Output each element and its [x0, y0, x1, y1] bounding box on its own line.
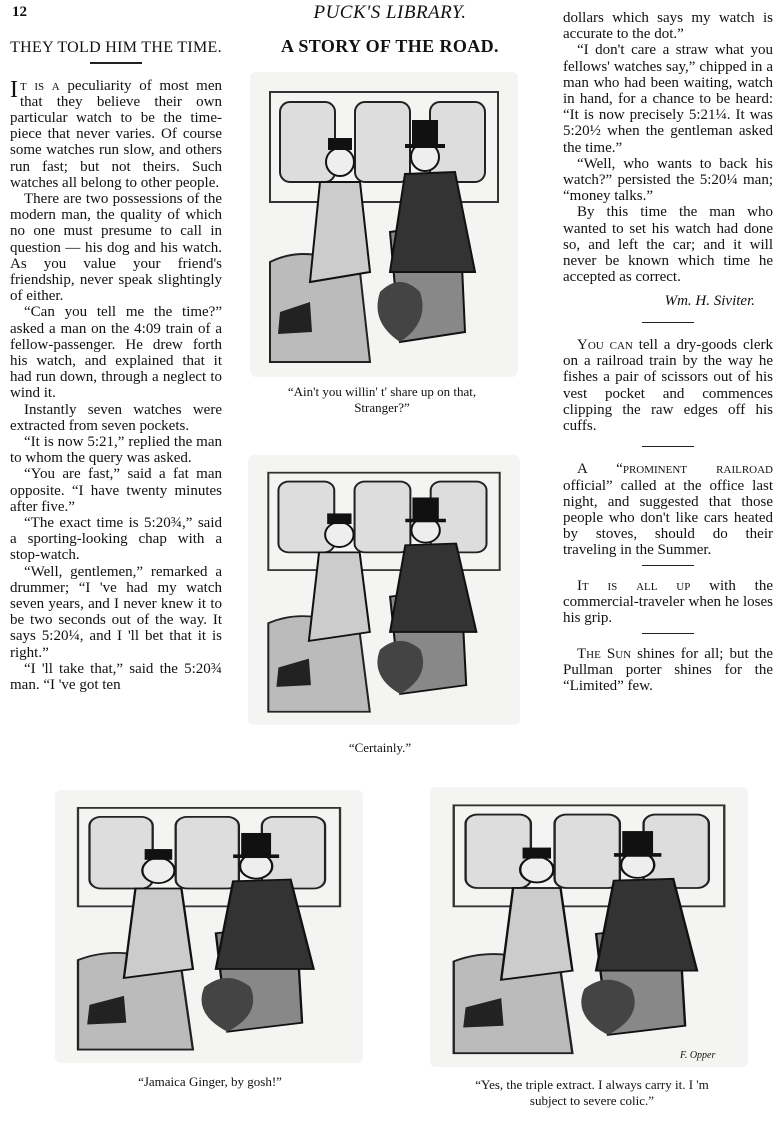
- article-title: THEY TOLD HIM THE TIME.: [10, 39, 222, 56]
- squib-text: shines for all; but the Pullman porter shines for the “Limited” few.: [563, 645, 773, 695]
- squib-lead: A “prominent railroad: [577, 461, 773, 478]
- page-number: 12: [12, 4, 27, 20]
- panel-caption: “Jamaica Ginger, by gosh!”: [138, 1074, 282, 1089]
- paragraph: “Can you tell me the time?” asked a man on the 4:09 train of a fellow-passenger. He drew forth his watch, and explained that it had run down, through a neglect to wind it.: [10, 304, 222, 402]
- cartoon-panel-3: [55, 790, 363, 1063]
- railcar-illustration-icon: [430, 787, 748, 1067]
- lead-smallcaps: t is a: [20, 77, 60, 94]
- cartoon-title: A STORY OF THE ROAD.: [281, 36, 499, 56]
- railcar-illustration-icon: [248, 455, 520, 725]
- panel-caption: “Ain't you willin' t' share up on that, Stranger?”: [287, 384, 477, 415]
- artist-signature: F. Opper: [680, 1050, 716, 1061]
- paragraph: “It is now 5:21,” replied the man to whom the query was asked.: [10, 433, 222, 467]
- cartoon-panel-2: [248, 455, 520, 725]
- paragraph: “I 'll take that,” said the 5:20¾ man. “I 've got ten: [10, 660, 222, 694]
- article-they-told-him-the-time: [10, 40, 222, 693]
- divider: [642, 322, 694, 323]
- squib-lead: The Sun: [577, 645, 632, 662]
- title-rule: [90, 62, 142, 63]
- squib-lead: It is all up: [577, 577, 691, 594]
- divider: [642, 446, 694, 447]
- author-signature: Wm. H. Siviter.: [664, 293, 755, 310]
- squib: [563, 646, 773, 695]
- paragraph: [10, 78, 222, 191]
- divider: [642, 565, 694, 566]
- squib-lead: You can: [577, 336, 633, 353]
- railcar-illustration-icon: [55, 790, 363, 1063]
- paragraph: dollars which says my watch is accurate to the dot.”: [563, 10, 773, 43]
- paragraph: “I don't care a straw what you fellows' watches say,” chipped in a man who had been waiting, watch in hand, for a chance to be heard: “It is now precisely 5:21¼. It was 5:20½ when the gentleman asked the time.”: [563, 42, 773, 156]
- paragraph: “Well, gentlemen,” remarked a drummer; “I 've had my watch seven years, and I never knew it to be two seconds out of the way. It says 5:20¼, and I 'll bet that it is right.”: [10, 563, 222, 661]
- drop-cap: I: [10, 76, 18, 103]
- paragraph: “You are fast,” said a fat man opposite. “I have twenty minutes after five.”: [10, 466, 222, 515]
- cartoon-panel-1: [250, 72, 518, 377]
- squib-text: official” called at the office last night, and suggested that those people who don't like cars heated by stoves, should do their traveling in the Summer.: [563, 477, 773, 559]
- squib: [563, 337, 773, 434]
- paragraph-text: peculiarity of most men that they believe their own particular watch to be the time-piece that never varies. Of course some watches run slow, and others run fast; but not theirs. Such watches all belong to other people.: [10, 77, 222, 191]
- railcar-illustration-icon: [250, 72, 518, 377]
- squib: [563, 578, 773, 627]
- paragraph: There are two possessions of the modern man, the quality of which no one must presume to call in question — his dog and his watch. As you value your friend's friendship, never speak slightingly of either.: [10, 190, 222, 305]
- panel-caption: “Certainly.”: [348, 740, 412, 755]
- squib: [563, 461, 773, 558]
- paragraph: By this time the man who wanted to set his watch had done so, and left the car; and it will never be known which time he accepted as correct.: [563, 204, 773, 286]
- right-column: [563, 10, 773, 695]
- paragraph: Instantly seven watches were extracted from seven pockets.: [10, 401, 222, 434]
- cartoon-panel-4: [430, 787, 748, 1067]
- running-title: PUCK'S LIBRARY.: [313, 2, 467, 23]
- paragraph: “The exact time is 5:20¾,” said a sporting-looking chap with a stop-watch.: [10, 514, 222, 564]
- squib-text: tell a dry-goods clerk on a railroad train by the way he fishes a pair of scissors out of his vest pocket and commences clipping the raw edges off his cuffs.: [563, 336, 774, 434]
- divider: [642, 633, 694, 634]
- paragraph: “Well, who wants to back his watch?” persisted the 5:20¼ man; “money talks.”: [563, 155, 773, 205]
- squib-text: with the commercial-traveler when he loses his grip.: [563, 577, 773, 627]
- panel-caption: “Yes, the triple extract. I always carry it. I 'm subject to severe colic.”: [475, 1077, 709, 1108]
